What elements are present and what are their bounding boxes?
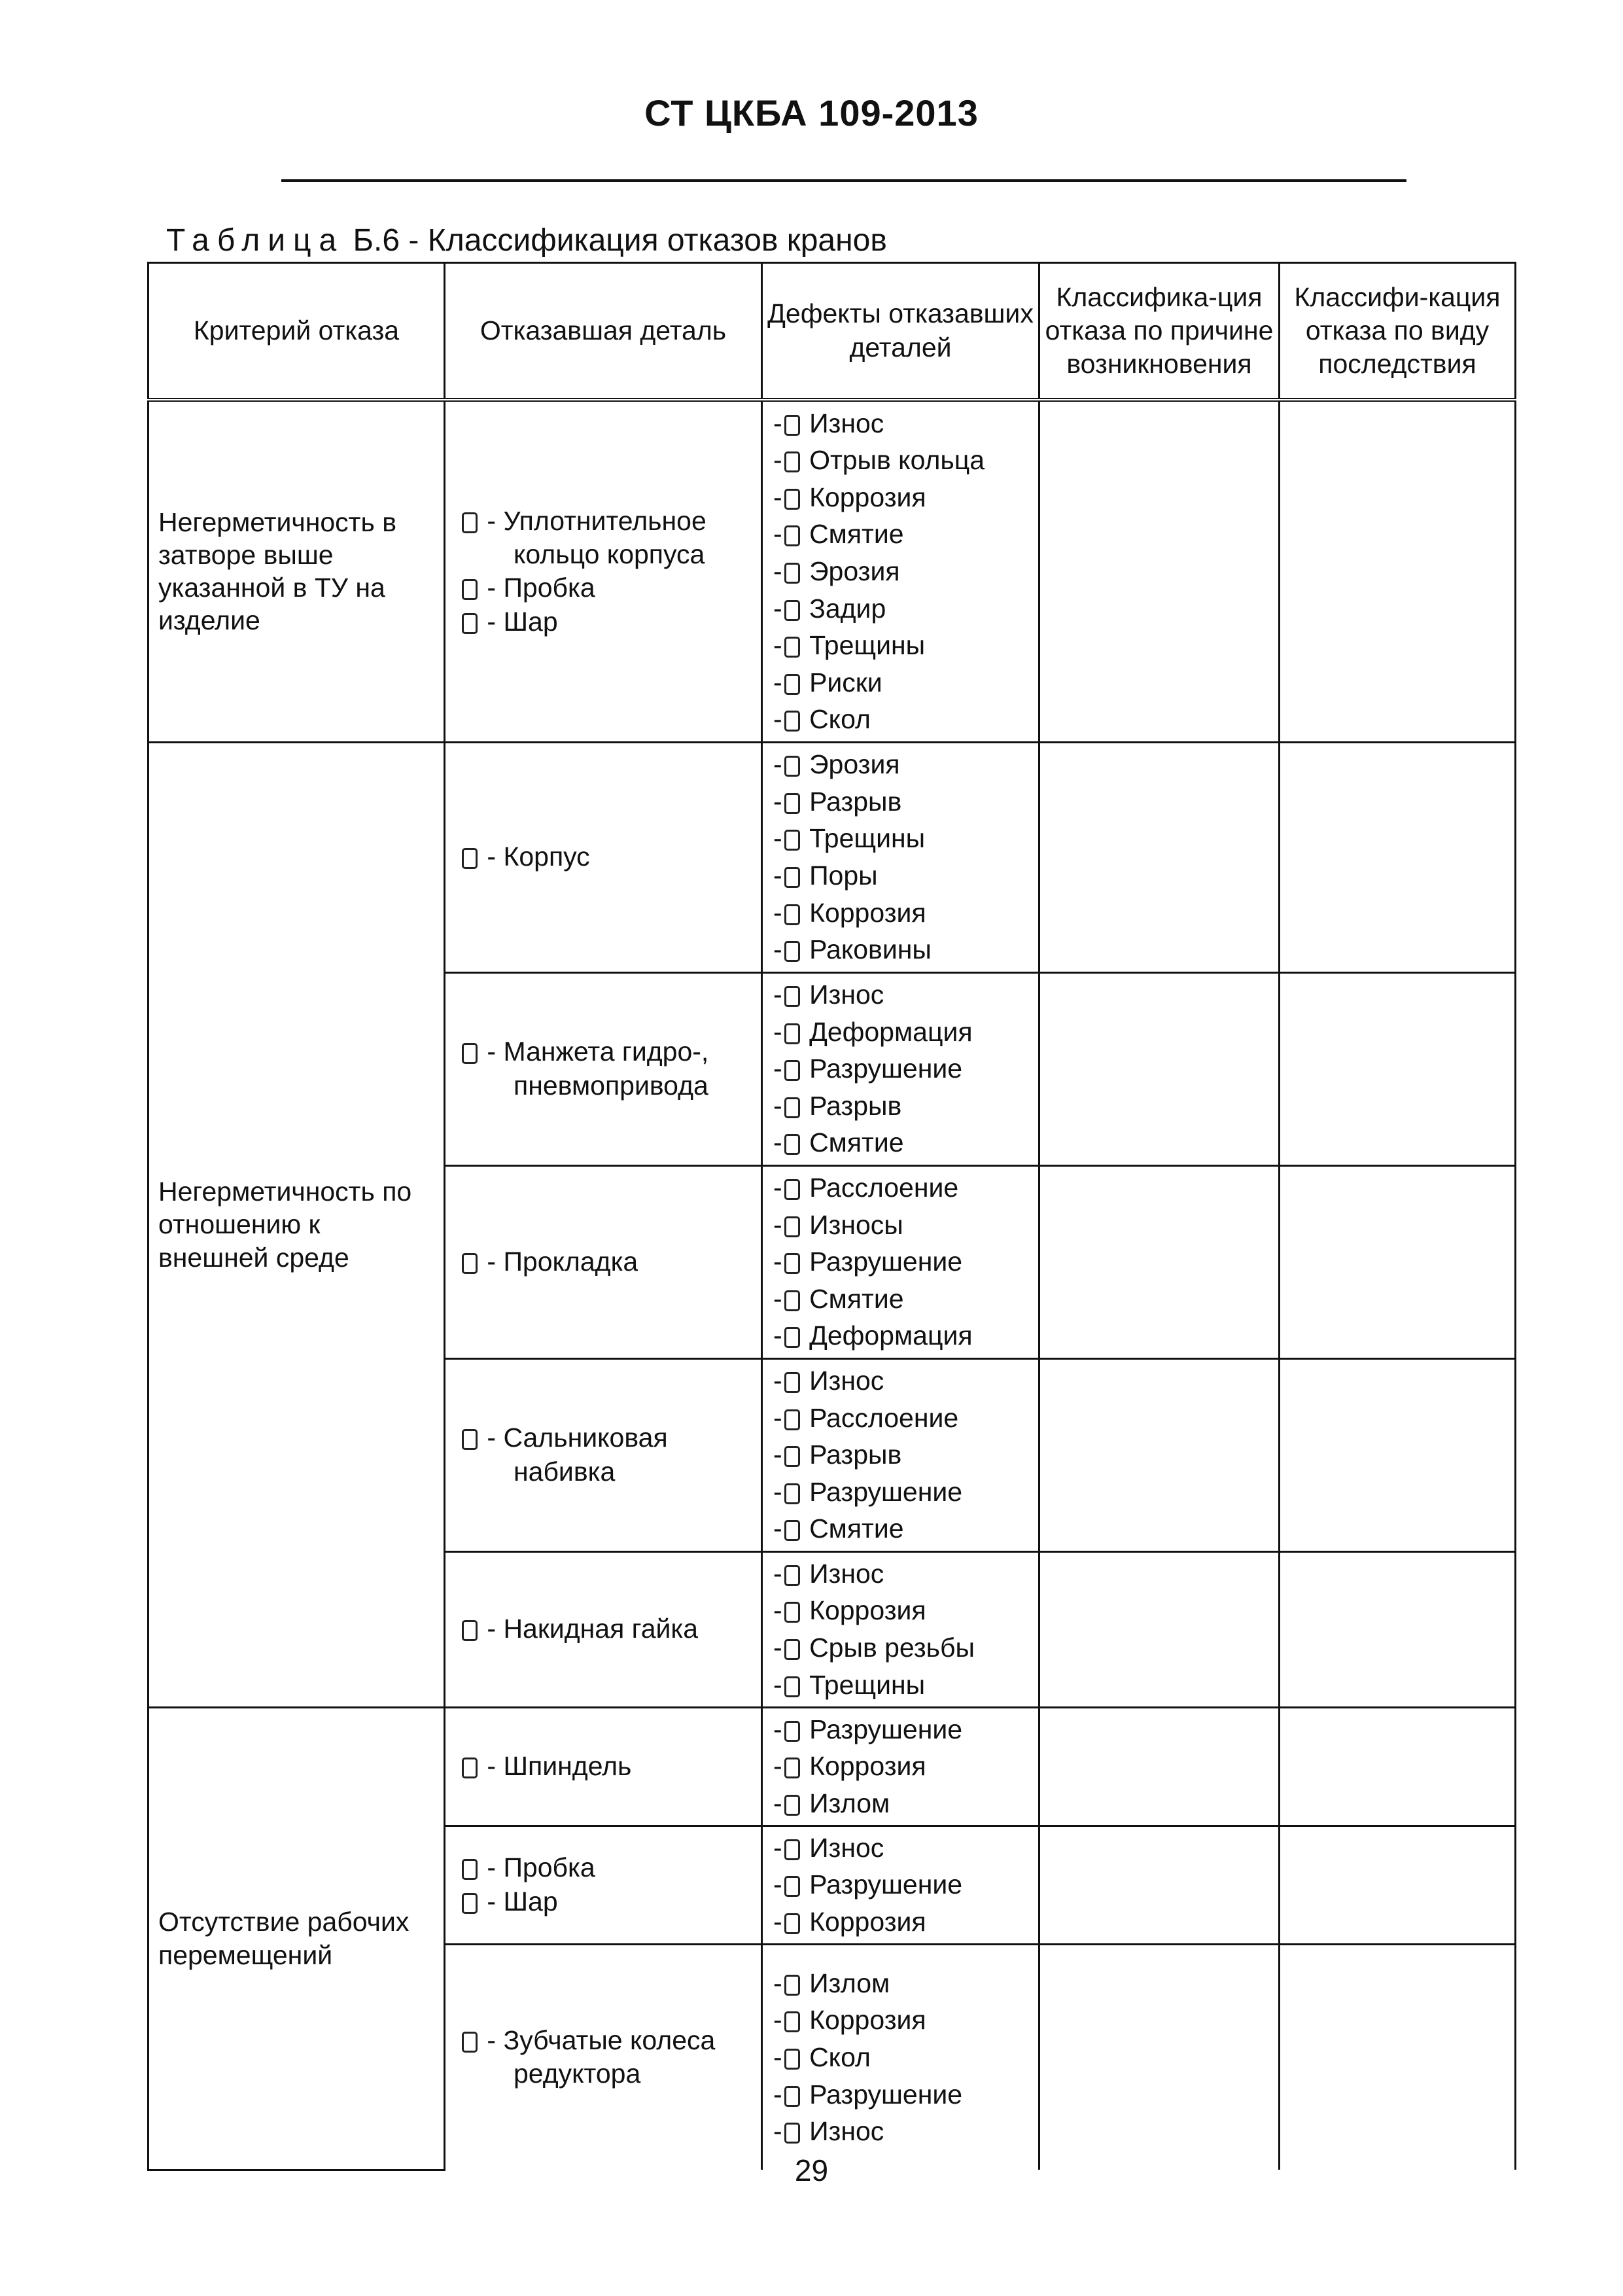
failed-part-cell	[445, 1944, 762, 2170]
defect-label: Излом	[809, 1968, 890, 1998]
defects-cell	[762, 1165, 1039, 1358]
checkbox-icon[interactable]	[784, 1290, 800, 1311]
table-header-row	[148, 263, 1516, 400]
failed-part-label: - Шар	[487, 1886, 558, 1916]
defect-item	[773, 1866, 1028, 1903]
cause-classification-cell[interactable]	[1039, 1165, 1280, 1358]
checkbox-icon[interactable]	[784, 1757, 800, 1778]
defect-label: Коррозия	[809, 1595, 926, 1626]
dash-icon: -	[773, 667, 782, 698]
failure-classification-table	[147, 262, 1516, 2171]
defect-item	[773, 1829, 1028, 1867]
failed-part-line	[460, 1069, 746, 1103]
table-body	[148, 400, 1516, 2170]
consequence-classification-cell[interactable]	[1280, 742, 1516, 972]
defect-item	[773, 590, 1028, 627]
table-caption-text: Б.6 - Классификация отказов кранов	[344, 223, 887, 258]
dash-icon: -	[773, 2079, 782, 2110]
failed-part-cell	[445, 972, 762, 1165]
dash-icon: -	[773, 1246, 782, 1277]
defect-label: Отрыв кольца	[809, 445, 985, 476]
failed-part-line	[460, 605, 746, 639]
defect-item	[773, 1207, 1028, 1244]
defect-item	[773, 664, 1028, 701]
dash-icon: -	[773, 1402, 782, 1433]
failed-part-label: - Прокладка	[487, 1246, 638, 1277]
dash-icon: -	[773, 556, 782, 586]
checkbox-icon[interactable]	[462, 1893, 478, 1914]
checkbox-icon[interactable]	[784, 904, 800, 925]
checkbox-icon[interactable]	[784, 2123, 800, 2144]
defect-item	[773, 1903, 1028, 1941]
defect-item	[773, 701, 1028, 738]
consequence-classification-cell[interactable]	[1280, 1358, 1516, 1551]
checkbox-icon[interactable]	[784, 489, 800, 510]
page-number: 29	[794, 2153, 829, 2187]
defect-label: Трещины	[809, 823, 926, 854]
checkbox-icon[interactable]	[784, 867, 800, 888]
consequence-classification-cell[interactable]	[1280, 972, 1516, 1165]
failed-part-line	[460, 538, 746, 571]
dash-icon: -	[773, 1869, 782, 1900]
table-row	[148, 742, 1516, 972]
checkbox-icon[interactable]	[784, 2086, 800, 2107]
defect-label: Износ	[809, 2116, 884, 2147]
defect-item	[773, 1711, 1028, 1748]
checkbox-icon[interactable]	[784, 1179, 800, 1200]
failed-part-label: - Пробка	[487, 573, 595, 603]
failed-part-label: - Уплотнительное	[487, 505, 707, 536]
dash-icon: -	[773, 1714, 782, 1744]
defect-label: Износ	[809, 1366, 884, 1396]
checkbox-icon[interactable]	[784, 1446, 800, 1467]
failed-part-line	[460, 504, 746, 538]
checkbox-icon[interactable]	[462, 613, 478, 634]
defect-item	[773, 894, 1028, 932]
defect-label: Скол	[809, 704, 871, 735]
defect-label: Расслоение	[809, 1402, 959, 1433]
defect-label: Деформация	[809, 1320, 973, 1351]
checkbox-icon[interactable]	[784, 1409, 800, 1430]
failed-part-cell	[445, 1551, 762, 1707]
checkbox-icon[interactable]	[784, 941, 800, 962]
checkbox-icon[interactable]	[784, 2011, 800, 2032]
dash-icon: -	[773, 1439, 782, 1470]
defect-label: Срыв резьбы	[809, 1633, 975, 1663]
failed-part-line	[460, 1851, 746, 1884]
defect-item	[773, 1592, 1028, 1629]
checkbox-icon[interactable]	[462, 1429, 478, 1450]
defect-label: Эрозия	[809, 556, 900, 586]
checkbox-icon[interactable]	[784, 1839, 800, 1860]
checkbox-icon[interactable]	[784, 1795, 800, 1816]
checkbox-icon[interactable]	[462, 2032, 478, 2053]
defect-item	[773, 783, 1028, 821]
defect-label: Коррозия	[809, 1906, 926, 1937]
defect-item	[773, 1474, 1028, 1511]
cause-classification-cell[interactable]	[1039, 1944, 1280, 2170]
defect-label: Износ	[809, 408, 884, 438]
table-caption	[166, 222, 887, 258]
defect-item	[773, 1667, 1028, 1704]
dash-icon: -	[773, 980, 782, 1010]
defect-item	[773, 479, 1028, 516]
defect-item	[773, 1317, 1028, 1354]
defect-item	[773, 1555, 1028, 1593]
defect-item	[773, 1629, 1028, 1667]
consequence-classification-cell[interactable]	[1280, 400, 1516, 742]
header-rule	[281, 179, 1406, 182]
defect-item	[773, 516, 1028, 553]
dash-icon: -	[773, 823, 782, 854]
checkbox-icon[interactable]	[784, 2049, 800, 2070]
defect-item	[773, 1362, 1028, 1400]
defect-label: Коррозия	[809, 482, 926, 512]
checkbox-icon[interactable]	[784, 674, 800, 695]
defect-item	[773, 931, 1028, 968]
dash-icon: -	[773, 1832, 782, 1863]
defect-label: Разрыв	[809, 1439, 902, 1470]
consequence-classification-cell[interactable]	[1280, 1551, 1516, 1707]
dash-icon: -	[773, 1751, 782, 1782]
defect-label: Разрушение	[809, 2079, 963, 2110]
failed-part-label: набивка	[514, 1456, 616, 1487]
defect-label: Скол	[809, 2041, 871, 2072]
failed-part-label: пневмопривода	[514, 1070, 708, 1101]
failed-part-label: - Зубчатые колеса	[487, 2025, 716, 2055]
failed-part-line	[460, 571, 746, 605]
failed-part-label: редуктора	[514, 2058, 641, 2089]
checkbox-icon[interactable]	[784, 525, 800, 546]
defect-item	[773, 2113, 1028, 2150]
defect-item	[773, 1243, 1028, 1280]
checkbox-icon[interactable]	[784, 830, 800, 851]
defect-item	[773, 1169, 1028, 1207]
defects-cell	[762, 742, 1039, 972]
checkbox-icon[interactable]	[784, 1060, 800, 1081]
defect-label: Трещины	[809, 1669, 926, 1700]
checkbox-icon[interactable]	[784, 1216, 800, 1237]
dash-icon: -	[773, 2041, 782, 2072]
defect-label: Раковины	[809, 934, 932, 965]
defect-label: Смятие	[809, 1127, 904, 1158]
header-defects: Дефекты отказавших деталей	[762, 263, 1039, 400]
defect-label: Разрыв	[809, 1090, 902, 1121]
header-failed-part: Отказавшая деталь	[445, 263, 762, 400]
dash-icon: -	[773, 1127, 782, 1158]
defect-label: Износ	[809, 1558, 884, 1589]
defects-cell	[762, 1707, 1039, 1826]
checkbox-icon[interactable]	[784, 986, 800, 1007]
defect-item	[773, 627, 1028, 664]
dash-icon: -	[773, 1320, 782, 1351]
defect-item	[773, 1087, 1028, 1125]
checkbox-icon[interactable]	[784, 711, 800, 732]
checkbox-icon[interactable]	[462, 1859, 478, 1880]
defect-item	[773, 1014, 1028, 1051]
defect-item	[773, 1124, 1028, 1161]
defect-item	[773, 857, 1028, 894]
dash-icon: -	[773, 1366, 782, 1396]
checkbox-icon[interactable]	[784, 1876, 800, 1897]
dash-icon: -	[773, 482, 782, 512]
checkbox-icon[interactable]	[784, 1721, 800, 1742]
defect-item	[773, 1510, 1028, 1547]
dash-icon: -	[773, 749, 782, 780]
consequence-classification-cell[interactable]	[1280, 1826, 1516, 1944]
table-caption-prefix: Таблица	[166, 223, 345, 258]
dash-icon: -	[773, 1669, 782, 1700]
checkbox-icon[interactable]	[784, 451, 800, 472]
failed-part-cell	[445, 1707, 762, 1826]
failed-part-line	[460, 840, 746, 874]
defect-item	[773, 820, 1028, 857]
consequence-classification-cell[interactable]	[1280, 1944, 1516, 2170]
cause-classification-cell[interactable]	[1039, 1826, 1280, 1944]
failed-part-line	[460, 1750, 746, 1783]
checkbox-icon[interactable]	[784, 1565, 800, 1586]
defect-item	[773, 1050, 1028, 1087]
failed-part-label: - Шпиндель	[487, 1750, 632, 1781]
defect-label: Трещины	[809, 630, 926, 661]
checkbox-icon[interactable]	[784, 1975, 800, 1996]
defects-cell	[762, 400, 1039, 742]
defect-label: Коррозия	[809, 897, 926, 928]
failure-criterion-cell: Отсутствие рабочих перемещений	[148, 1707, 445, 2170]
checkbox-icon[interactable]	[462, 1253, 478, 1274]
defect-label: Разрушение	[809, 1869, 963, 1900]
defect-label: Смятие	[809, 1513, 904, 1544]
defect-item	[773, 2076, 1028, 2113]
dash-icon: -	[773, 593, 782, 624]
failed-part-label: - Накидная гайка	[487, 1614, 699, 1644]
defect-label: Излом	[809, 1788, 890, 1818]
defect-label: Разрушение	[809, 1246, 963, 1277]
failed-part-label: - Сальниковая	[487, 1422, 668, 1453]
cause-classification-cell[interactable]	[1039, 1707, 1280, 1826]
table-row	[148, 1707, 1516, 1826]
dash-icon: -	[773, 1053, 782, 1084]
failure-criterion-cell: Негерметичность по отношению к внешней среде	[148, 742, 445, 1707]
checkbox-icon[interactable]	[784, 1134, 800, 1155]
dash-icon: -	[773, 704, 782, 735]
checkbox-icon[interactable]	[784, 1913, 800, 1934]
dash-icon: -	[773, 445, 782, 476]
dash-icon: -	[773, 860, 782, 891]
checkbox-icon[interactable]	[462, 1757, 478, 1778]
document-header: СТ ЦКБА 109-2013	[644, 92, 979, 133]
defect-item	[773, 746, 1028, 783]
dash-icon: -	[773, 1595, 782, 1626]
checkbox-icon[interactable]	[784, 600, 800, 621]
dash-icon: -	[773, 1558, 782, 1589]
dash-icon: -	[773, 1968, 782, 1998]
failed-part-cell	[445, 1826, 762, 1944]
failed-part-cell	[445, 1165, 762, 1358]
defects-cell	[762, 1944, 1039, 2170]
checkbox-icon[interactable]	[462, 1620, 478, 1641]
dash-icon: -	[773, 1788, 782, 1818]
consequence-classification-cell[interactable]	[1280, 1165, 1516, 1358]
checkbox-icon[interactable]	[462, 512, 478, 533]
defects-cell	[762, 1826, 1039, 1944]
defect-item	[773, 2039, 1028, 2076]
checkbox-icon[interactable]	[784, 1023, 800, 1044]
checkbox-icon[interactable]	[784, 563, 800, 584]
defect-label: Риски	[809, 667, 882, 698]
checkbox-icon[interactable]	[784, 1327, 800, 1348]
dash-icon: -	[773, 1476, 782, 1507]
failed-part-label: кольцо корпуса	[514, 539, 705, 569]
defect-label: Коррозия	[809, 2005, 926, 2036]
checkbox-icon[interactable]	[462, 579, 478, 600]
failure-criterion-cell: Негерметичность в затворе выше указанной в ТУ на изделие	[148, 400, 445, 742]
dash-icon: -	[773, 897, 782, 928]
defect-item	[773, 1785, 1028, 1822]
cause-classification-cell[interactable]	[1039, 742, 1280, 972]
checkbox-icon[interactable]	[784, 415, 800, 436]
defect-label: Смятие	[809, 1283, 904, 1314]
checkbox-icon[interactable]	[784, 1372, 800, 1393]
defect-item	[773, 1280, 1028, 1318]
checkbox-icon[interactable]	[462, 1043, 478, 1064]
defect-label: Износы	[809, 1209, 903, 1240]
dash-icon: -	[773, 2005, 782, 2036]
dash-icon: -	[773, 1906, 782, 1937]
failed-part-line	[460, 1455, 746, 1489]
dash-icon: -	[773, 1173, 782, 1203]
header-criterion: Критерий отказа	[148, 263, 445, 400]
failed-part-line	[460, 1885, 746, 1918]
checkbox-icon[interactable]	[784, 1520, 800, 1541]
dash-icon: -	[773, 519, 782, 550]
failed-part-cell	[445, 742, 762, 972]
defect-label: Износ	[809, 980, 884, 1010]
checkbox-icon[interactable]	[784, 1483, 800, 1504]
dash-icon: -	[773, 786, 782, 817]
dash-icon: -	[773, 1090, 782, 1121]
defect-label: Разрушение	[809, 1476, 963, 1507]
header-consequence-classification: Классифи-кация отказа по виду последствия	[1280, 263, 1516, 400]
defect-item	[773, 976, 1028, 1014]
defect-label: Деформация	[809, 1016, 973, 1047]
failed-part-line	[460, 1035, 746, 1069]
failed-part-line	[460, 1421, 746, 1455]
defect-item	[773, 1436, 1028, 1474]
defect-item	[773, 553, 1028, 590]
failed-part-label: - Пробка	[487, 1852, 595, 1883]
defect-item	[773, 1965, 1028, 2002]
dash-icon: -	[773, 1283, 782, 1314]
failed-part-label: - Шар	[487, 606, 558, 637]
cause-classification-cell[interactable]	[1039, 1358, 1280, 1551]
dash-icon: -	[773, 2116, 782, 2147]
checkbox-icon[interactable]	[784, 1602, 800, 1623]
failed-part-label: - Манжета гидро-,	[487, 1036, 709, 1067]
failed-part-line	[460, 2024, 746, 2057]
dash-icon: -	[773, 1633, 782, 1663]
defects-cell	[762, 972, 1039, 1165]
checkbox-icon[interactable]	[784, 637, 800, 658]
defect-label: Разрушение	[809, 1714, 963, 1744]
checkbox-icon[interactable]	[784, 793, 800, 814]
dash-icon: -	[773, 934, 782, 965]
failed-part-line	[460, 1245, 746, 1279]
defect-label: Разрушение	[809, 1053, 963, 1084]
defect-label: Расслоение	[809, 1173, 959, 1203]
consequence-classification-cell[interactable]	[1280, 1707, 1516, 1826]
checkbox-icon[interactable]	[462, 848, 478, 869]
defect-item	[773, 442, 1028, 479]
checkbox-icon[interactable]	[784, 1639, 800, 1660]
table-row	[148, 400, 1516, 742]
defect-label: Смятие	[809, 519, 904, 550]
checkbox-icon[interactable]	[784, 756, 800, 777]
defect-item	[773, 2002, 1028, 2039]
header-cause-classification: Классифика-ция отказа по причине возникновения	[1039, 263, 1280, 400]
cause-classification-cell[interactable]	[1039, 972, 1280, 1165]
cause-classification-cell[interactable]	[1039, 400, 1280, 742]
failed-part-label: - Корпус	[487, 841, 590, 872]
dash-icon: -	[773, 1513, 782, 1544]
defects-cell	[762, 1551, 1039, 1707]
checkbox-icon[interactable]	[784, 1097, 800, 1118]
defect-label: Коррозия	[809, 1751, 926, 1782]
dash-icon: -	[773, 1016, 782, 1047]
dash-icon: -	[773, 630, 782, 661]
failed-part-line	[460, 1612, 746, 1646]
defect-label: Разрыв	[809, 786, 902, 817]
checkbox-icon[interactable]	[784, 1253, 800, 1274]
defect-item	[773, 1748, 1028, 1785]
failed-part-cell	[445, 1358, 762, 1551]
defect-item	[773, 405, 1028, 442]
defect-label: Поры	[809, 860, 878, 891]
defect-label: Эрозия	[809, 749, 900, 780]
failed-part-cell	[445, 400, 762, 742]
defect-item	[773, 1400, 1028, 1437]
defects-cell	[762, 1358, 1039, 1551]
defect-label: Задир	[809, 593, 886, 624]
dash-icon: -	[773, 1209, 782, 1240]
cause-classification-cell[interactable]	[1039, 1551, 1280, 1707]
defect-label: Износ	[809, 1832, 884, 1863]
checkbox-icon[interactable]	[784, 1676, 800, 1697]
dash-icon: -	[773, 408, 782, 438]
failed-part-line	[460, 2057, 746, 2091]
